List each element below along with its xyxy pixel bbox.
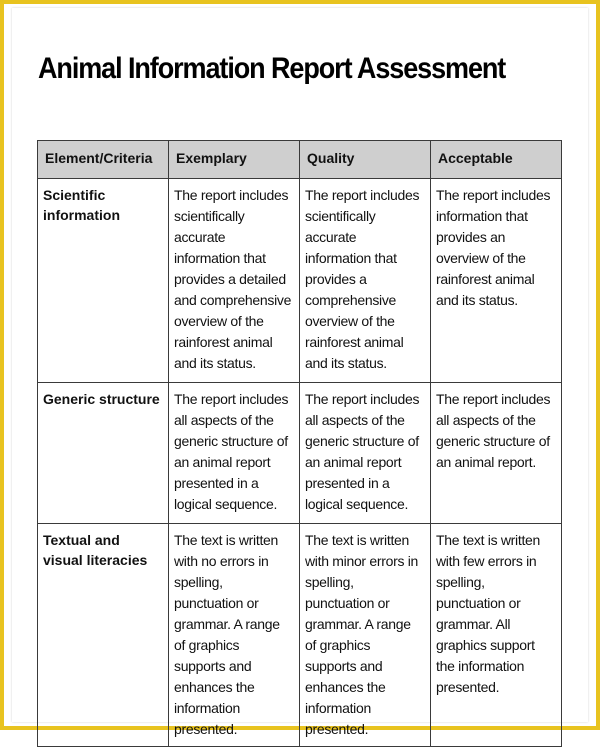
quality-cell: The text is written with minor errors in spelling, punctuation or grammar. A range of graphics supports and enhances the information presented. [300,524,431,747]
exemplary-cell: The text is written with no errors in spelling, punctuation or grammar. A range of graphics supports and enhances the information presented. [169,524,300,747]
row-criteria-cell: Scientific information [38,179,169,383]
assessment-rubric-table [37,140,562,747]
table-row [38,524,562,747]
acceptable-cell: The report includes all aspects of the generic structure of an animal report. [431,383,562,524]
quality-cell: The report includes all aspects of the generic structure of an animal report presented in a logical sequence. [300,383,431,524]
row-criteria-cell: Textual and visual literacies [38,524,169,747]
table-header-row [38,141,562,179]
acceptable-cell: The text is written with few errors in spelling, punctuation or grammar. All graphics support the information presented. [431,524,562,747]
column-header-criteria: Element/Criteria [38,141,169,179]
quality-cell: The report includes scientifically accurate information that provides a comprehensive overview of the rainforest animal and its status. [300,179,431,383]
exemplary-cell: The report includes all aspects of the generic structure of an animal report presented in a logical sequence. [169,383,300,524]
table-row [38,179,562,383]
column-header-acceptable: Acceptable [431,141,562,179]
exemplary-cell: The report includes scientifically accurate information that provides a detailed and comprehensive overview of the rainforest animal and its status. [169,179,300,383]
column-header-quality: Quality [300,141,431,179]
column-header-exemplary: Exemplary [169,141,300,179]
acceptable-cell: The report includes information that provides an overview of the rainforest animal and its status. [431,179,562,383]
table-row [38,383,562,524]
page-title: Animal Information Report Assessment [38,52,506,85]
row-criteria-cell: Generic structure [38,383,169,524]
